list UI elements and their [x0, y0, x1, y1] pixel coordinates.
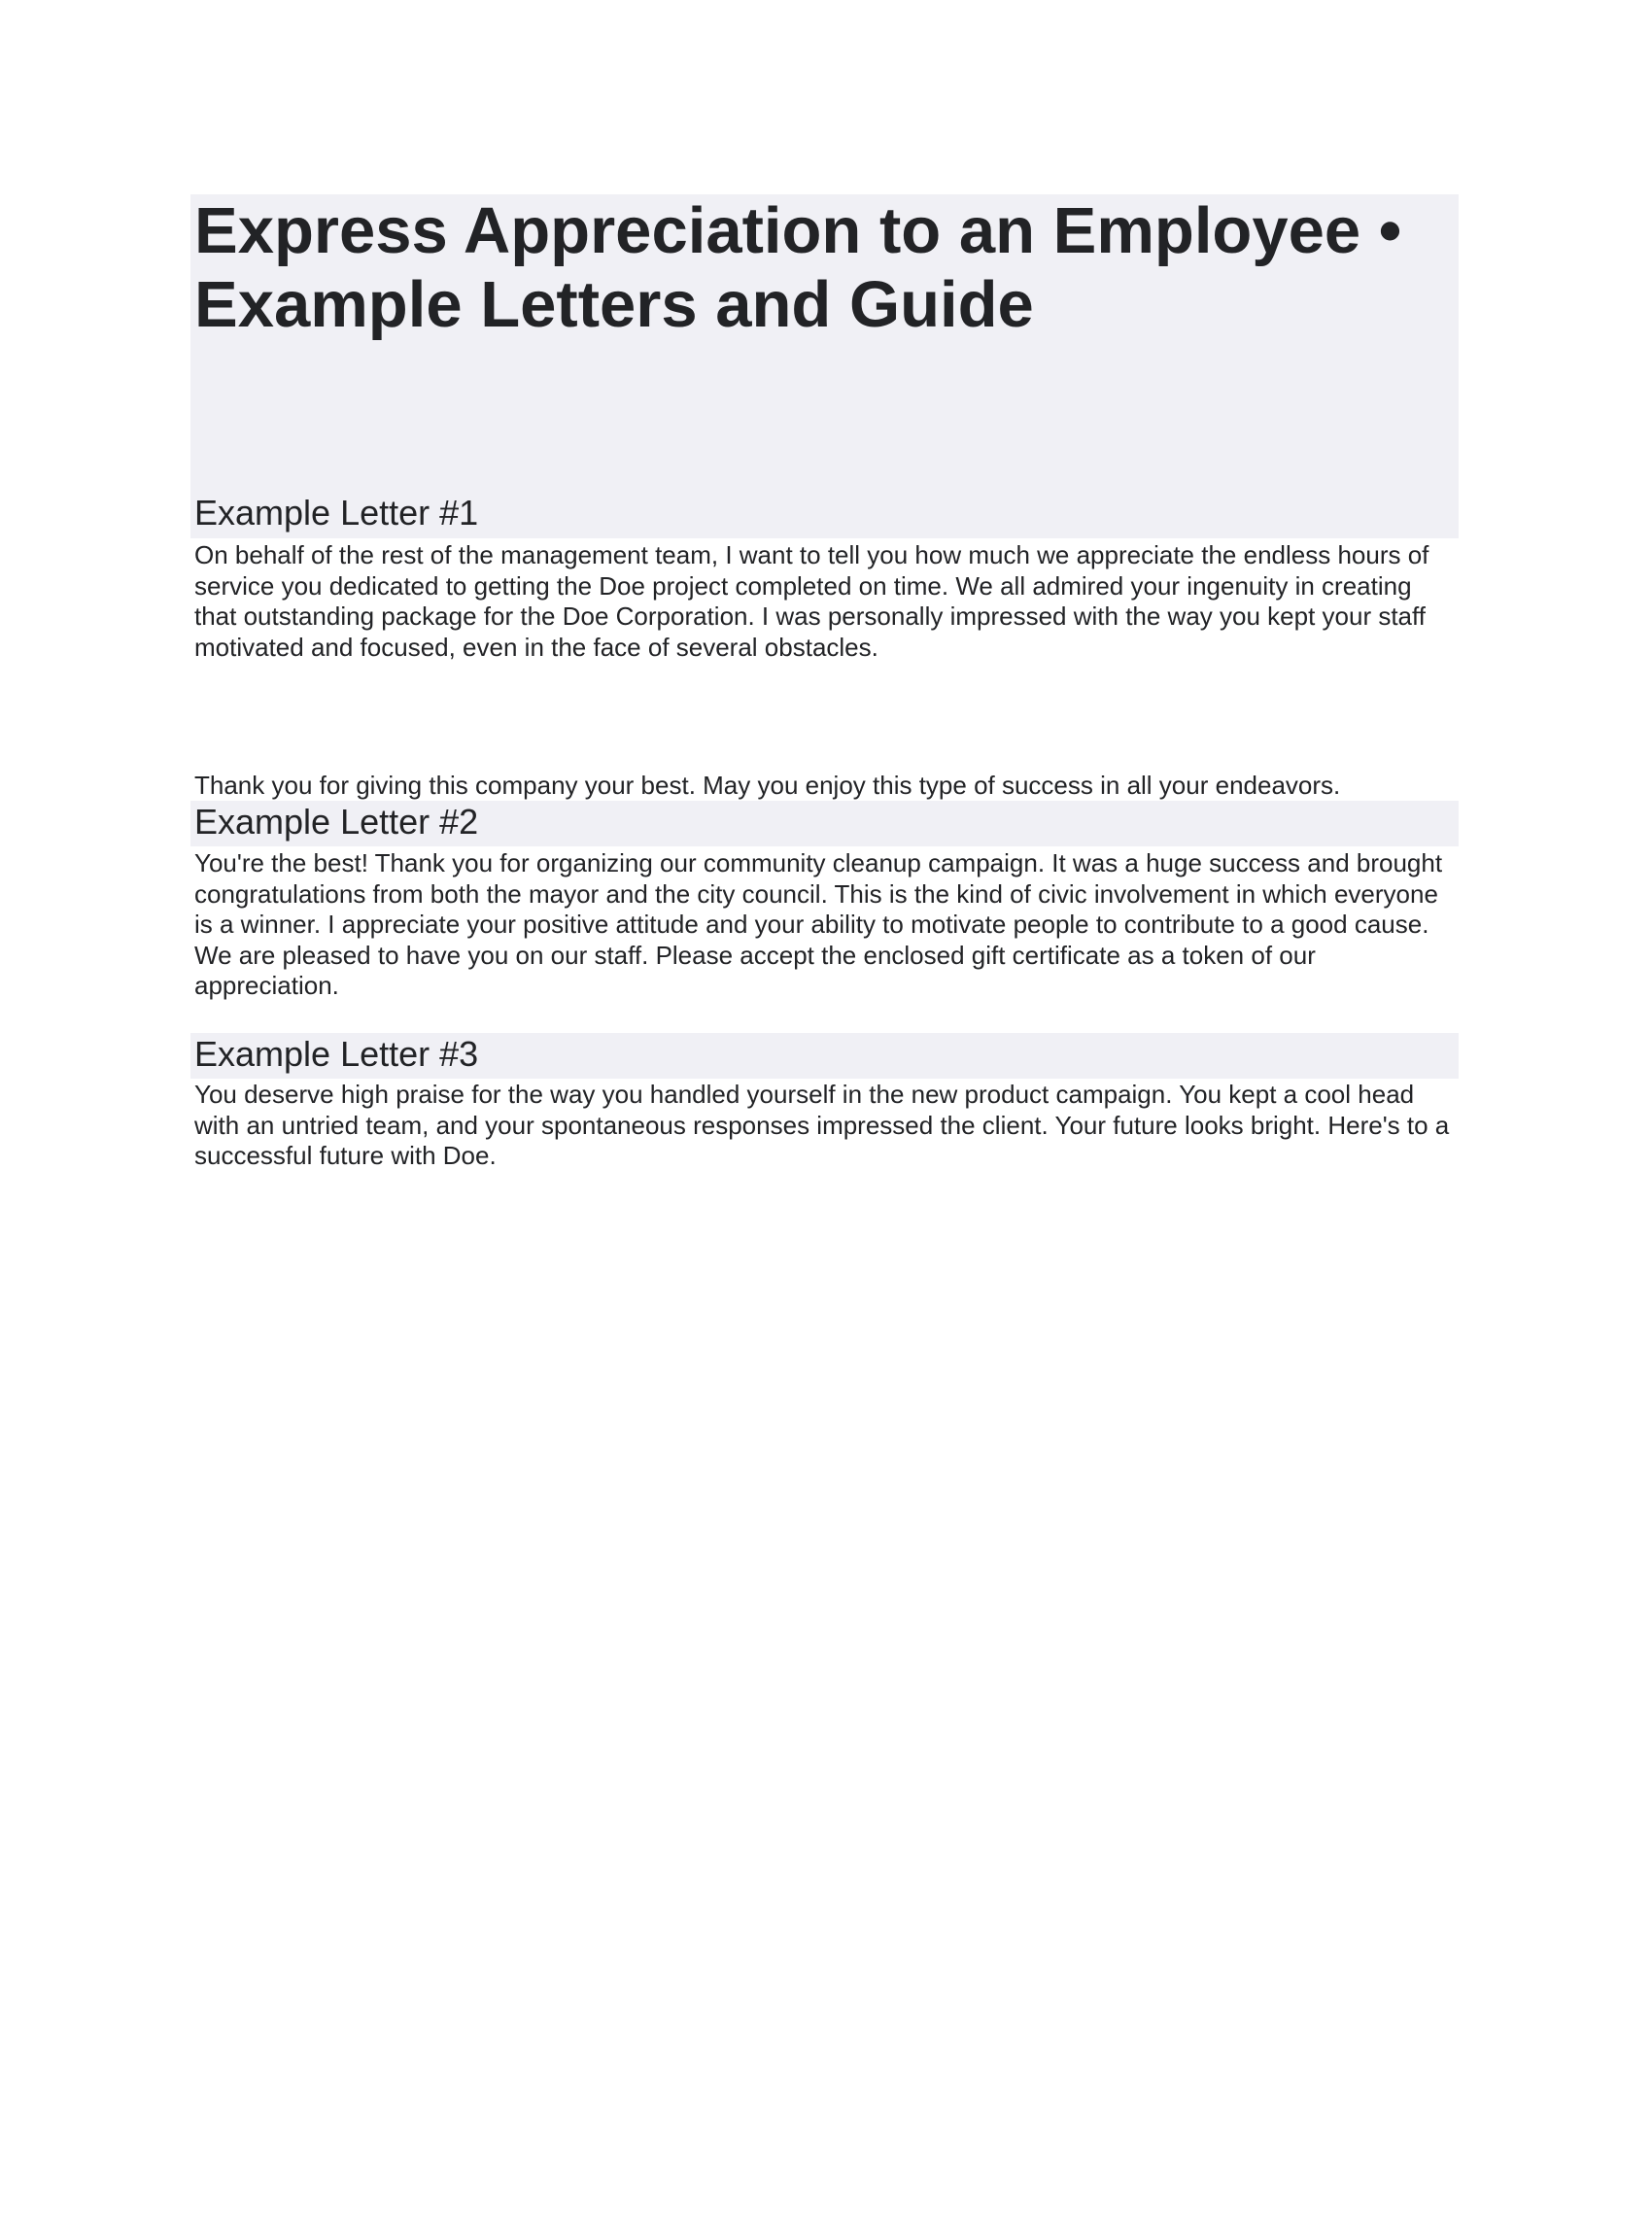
letter-1-heading: Example Letter #1 — [194, 493, 479, 533]
letter-2-body: You're the best! Thank you for organizing our community cleanup campaign. It was a huge success and brought congratulations from both the mayor and the city council. This is the kind of civic involvement in which everyone is a winner. I appreciate your positive attitude and your ability to motivate people to contribute to a good cause. We are pleased to have you on our staff. Please accept the enclosed gift certificate as a token of our appreciation. — [194, 848, 1443, 1000]
letter-3-heading: Example Letter #3 — [194, 1034, 479, 1074]
letter-2-heading: Example Letter #2 — [194, 802, 479, 842]
letter-1-body: On behalf of the rest of the management team, I want to tell you how much we appreciate the endless hours of service you dedicated to getting the Doe project completed on time. We all admired your ingenuity in creating that outstanding package for the Doe Corporation. I was personally impressed with the way you kept your staff motivated and focused, even in the face of several obstacles. — [194, 540, 1429, 662]
letter-1-closing: Thank you for giving this company your best. May you enjoy this type of success in all your endeavors. — [194, 771, 1341, 800]
page-title: Express Appreciation to an Employee • Example Letters and Guide — [194, 194, 1402, 341]
letter-3-body: You deserve high praise for the way you handled yourself in the new product campaign. You kept a cool head with an untried team, and your spontaneous responses impressed the client. Your future looks bright. Here's to a successful future with Doe. — [194, 1080, 1450, 1170]
